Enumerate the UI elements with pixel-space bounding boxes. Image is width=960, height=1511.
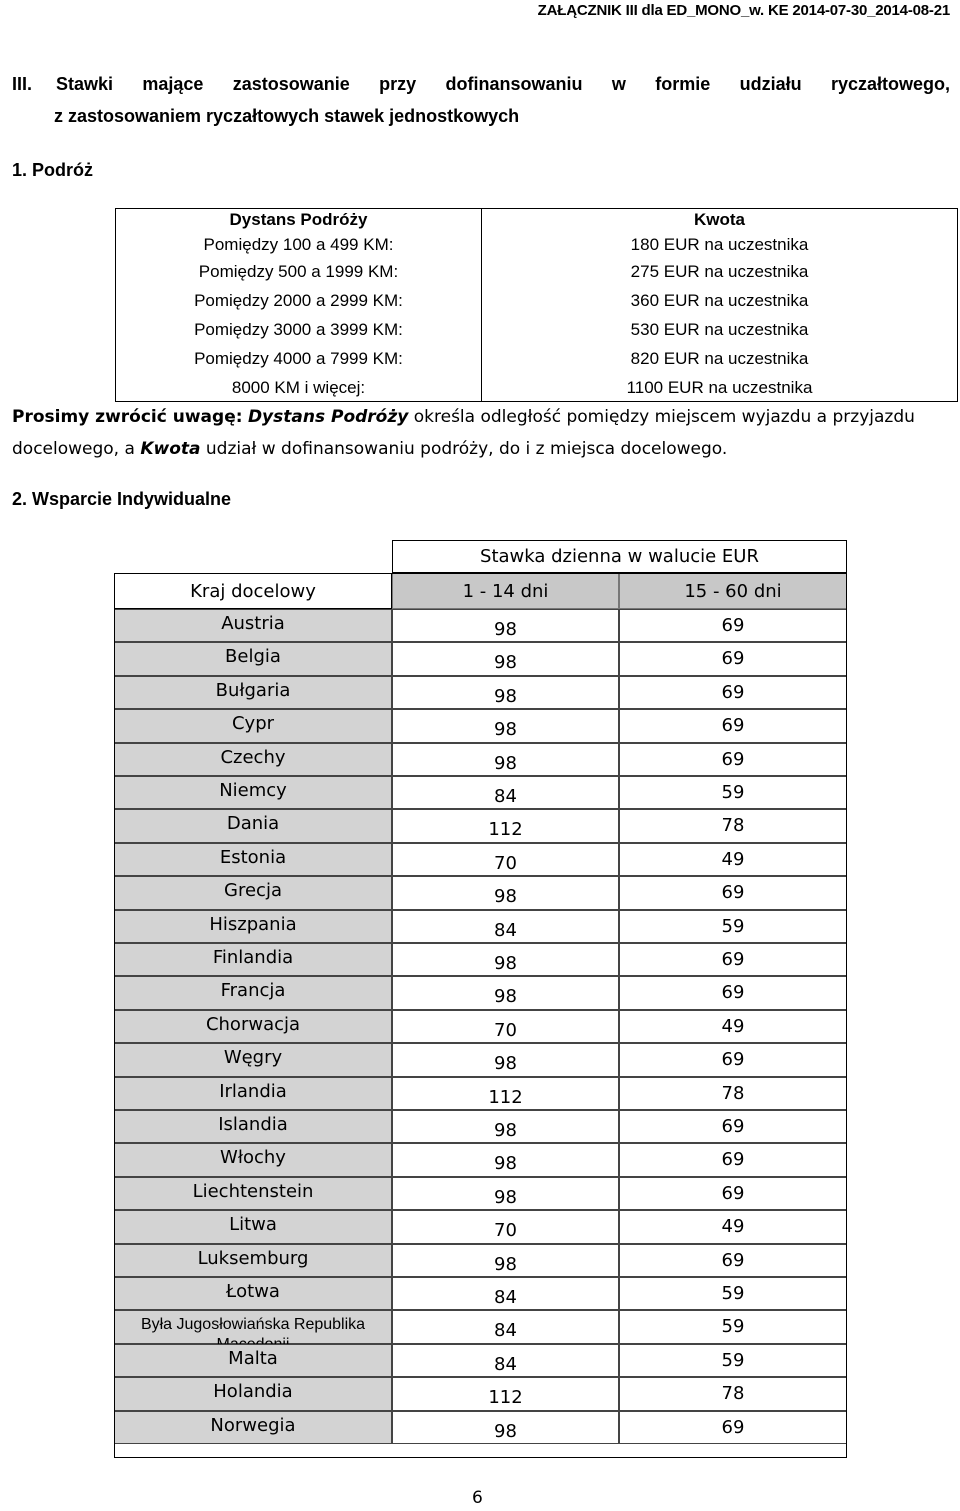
table-row-amount: 1100 EUR na uczestnika — [626, 378, 813, 397]
long-stay-rate-cell: 69 — [619, 1143, 847, 1176]
short-stay-rate-cell: 84 — [392, 1310, 619, 1343]
country-cell: Hiszpania — [114, 910, 392, 943]
country-cell: Austria — [114, 609, 392, 642]
distance-column — [116, 209, 481, 401]
country-cell: Była Jugosłowiańska Republika — [114, 1310, 392, 1343]
support-heading: 2. Wsparcie Indywidualne — [12, 489, 232, 509]
short-stay-rate-cell: 70 — [392, 843, 619, 876]
country-cell: Czechy — [114, 743, 392, 776]
short-stay-rate-cell: 84 — [392, 1344, 619, 1377]
note-text: udział w dofinansowaniu podróży, do i z miejsca docelowego. — [200, 439, 728, 459]
country-cell: Malta — [114, 1344, 392, 1377]
country-cell: Bułgaria — [114, 676, 392, 709]
travel-heading: 1. Podróż — [12, 160, 94, 180]
rate-header: Stawka dzienna w walucie EUR — [480, 546, 759, 567]
country-cell: Grecja — [114, 876, 392, 909]
table-row — [114, 976, 847, 1009]
short-stay-rate-cell: 70 — [392, 1210, 619, 1243]
amount-column — [482, 209, 957, 401]
country-cell: Węgry — [114, 1043, 392, 1076]
long-stay-rate-cell: 69 — [619, 642, 847, 675]
table-row — [114, 676, 847, 709]
short-stay-rate-cell: 98 — [392, 709, 619, 742]
table-row — [114, 1143, 847, 1176]
long-stay-rate-cell: 59 — [619, 1310, 847, 1343]
long-stay-rate-cell: 78 — [619, 1377, 847, 1410]
long-stay-column-header: 15 - 60 dni — [619, 573, 847, 609]
table-row-amount: 820 EUR na uczestnika — [630, 349, 809, 368]
long-stay-rate-cell: 59 — [619, 776, 847, 809]
country-cell: Francja — [114, 976, 392, 1009]
long-stay-rate-cell: 59 — [619, 1344, 847, 1377]
table-row — [114, 1210, 847, 1243]
table-row — [114, 1077, 847, 1110]
short-stay-rate-cell: 98 — [392, 1411, 619, 1444]
table-row-distance: Pomiędzy 500 a 1999 KM: — [198, 262, 399, 281]
note-term-distance: Dystans Podróży — [247, 407, 409, 427]
table-row-distance: Pomiędzy 4000 a 7999 KM: — [194, 349, 403, 368]
note-lead: Prosimy zwrócić uwagę: — [12, 407, 243, 427]
long-stay-rate-cell: 69 — [619, 1043, 847, 1076]
country-cell: Irlandia — [114, 1077, 392, 1110]
table-row — [114, 1277, 847, 1310]
country-cell: Finlandia — [114, 943, 392, 976]
short-stay-rate-cell: 112 — [392, 1377, 619, 1410]
support-table — [114, 540, 847, 1458]
short-stay-rate-cell: 84 — [392, 776, 619, 809]
country-column-header: Kraj docelowy — [114, 573, 392, 609]
document-reference-header: ZAŁĄCZNIK III dla ED_MONO_w. KE 2014-07-30_2014-08-21 — [537, 2, 950, 19]
table-row — [114, 1110, 847, 1143]
short-stay-rate-cell: 98 — [392, 1143, 619, 1176]
country-cell: Luksemburg — [114, 1244, 392, 1277]
table-row-distance: Pomiędzy 2000 a 2999 KM: — [194, 291, 403, 310]
long-stay-rate-cell: 59 — [619, 910, 847, 943]
long-stay-rate-cell: 69 — [619, 1244, 847, 1277]
country-cell: Liechtenstein — [114, 1177, 392, 1210]
short-stay-rate-cell: 98 — [392, 743, 619, 776]
amount-column-header: Kwota — [694, 210, 745, 229]
country-cell: Litwa — [114, 1210, 392, 1243]
table-row-distance: Pomiędzy 3000 a 3999 KM: — [194, 320, 403, 339]
section-title-line-2: z zastosowaniem ryczałtowych stawek jednostkowych — [54, 106, 520, 126]
travel-note-line-2 — [12, 434, 950, 464]
long-stay-rate-cell: 78 — [619, 1077, 847, 1110]
country-cell: Włochy — [114, 1143, 392, 1176]
section-title — [12, 74, 950, 95]
country-cell: Islandia — [114, 1110, 392, 1143]
table-row — [114, 642, 847, 675]
long-stay-rate-cell: 49 — [619, 1010, 847, 1043]
table-row — [114, 1043, 847, 1076]
page-number: 6 — [472, 1488, 483, 1508]
table-row-distance: 8000 KM i więcej: — [231, 378, 366, 397]
short-stay-rate-cell: 98 — [392, 1043, 619, 1076]
short-stay-rate-cell: 112 — [392, 809, 619, 842]
short-stay-rate-cell: 98 — [392, 976, 619, 1009]
country-cell: Cypr — [114, 709, 392, 742]
long-stay-rate-cell: 69 — [619, 743, 847, 776]
note-term-amount: Kwota — [140, 439, 201, 459]
travel-note-line-1 — [12, 402, 950, 432]
table-row — [114, 1177, 847, 1210]
table-row — [114, 1344, 847, 1377]
long-stay-rate-cell: 69 — [619, 709, 847, 742]
short-stay-rate-cell: 98 — [392, 609, 619, 642]
table-row — [114, 1377, 847, 1410]
short-stay-rate-cell: 98 — [392, 876, 619, 909]
table-row — [114, 1244, 847, 1277]
short-stay-rate-cell: 98 — [392, 1244, 619, 1277]
short-stay-rate-cell: 98 — [392, 1177, 619, 1210]
country-cell: Holandia — [114, 1377, 392, 1410]
short-stay-rate-cell: 84 — [392, 910, 619, 943]
long-stay-rate-cell: 69 — [619, 1411, 847, 1444]
short-stay-rate-cell: 98 — [392, 943, 619, 976]
short-stay-rate-cell: 112 — [392, 1077, 619, 1110]
table-row — [114, 743, 847, 776]
long-stay-rate-cell: 69 — [619, 609, 847, 642]
short-stay-rate-cell: 84 — [392, 1277, 619, 1310]
country-cell: Łotwa — [114, 1277, 392, 1310]
long-stay-rate-cell: 69 — [619, 876, 847, 909]
long-stay-rate-cell: 69 — [619, 943, 847, 976]
country-cell: Norwegia — [114, 1411, 392, 1444]
country-cell: Dania — [114, 809, 392, 842]
table-row — [114, 609, 847, 642]
table-row — [114, 876, 847, 909]
long-stay-rate-cell: 69 — [619, 1177, 847, 1210]
country-cell: Chorwacja — [114, 1010, 392, 1043]
short-stay-rate-cell: 98 — [392, 676, 619, 709]
long-stay-rate-cell: 78 — [619, 809, 847, 842]
table-row — [114, 843, 847, 876]
long-stay-rate-cell: 49 — [619, 1210, 847, 1243]
long-stay-rate-cell: 59 — [619, 1277, 847, 1310]
table-row-distance: Pomiędzy 100 a 499 KM: — [203, 235, 394, 254]
country-cell: Belgia — [114, 642, 392, 675]
table-row — [114, 776, 847, 809]
distance-column-header: Dystans Podróży — [229, 210, 368, 229]
note-text: docelowego, a — [12, 439, 141, 459]
table-row — [114, 910, 847, 943]
country-cell: Estonia — [114, 843, 392, 876]
travel-table — [115, 208, 958, 402]
long-stay-rate-cell: 69 — [619, 976, 847, 1009]
short-stay-rate-cell: 70 — [392, 1010, 619, 1043]
note-text: określa odległość pomiędzy miejscem wyjazdu a przyjazdu — [408, 407, 915, 427]
short-stay-column-header: 1 - 14 dni — [392, 573, 619, 609]
country-cell: Niemcy — [114, 776, 392, 809]
table-row-amount: 530 EUR na uczestnika — [630, 320, 809, 339]
long-stay-rate-cell: 49 — [619, 843, 847, 876]
table-row — [114, 1310, 847, 1343]
table-row — [114, 1010, 847, 1043]
long-stay-rate-cell: 69 — [619, 1110, 847, 1143]
long-stay-rate-cell: 69 — [619, 676, 847, 709]
table-row — [114, 943, 847, 976]
table-row — [114, 1411, 847, 1444]
short-stay-rate-cell: 98 — [392, 642, 619, 675]
table-row-amount: 360 EUR na uczestnika — [630, 291, 809, 310]
table-row — [114, 709, 847, 742]
section-number: III. — [12, 74, 33, 94]
table-row — [114, 809, 847, 842]
table-row-amount: 180 EUR na uczestnika — [630, 235, 809, 254]
table-row-amount: 275 EUR na uczestnika — [630, 262, 809, 281]
short-stay-rate-cell: 98 — [392, 1110, 619, 1143]
section-title-line-1: Stawki mające zastosowanie przy dofinansowaniu w formie udziału ryczałtowego, — [56, 74, 950, 94]
